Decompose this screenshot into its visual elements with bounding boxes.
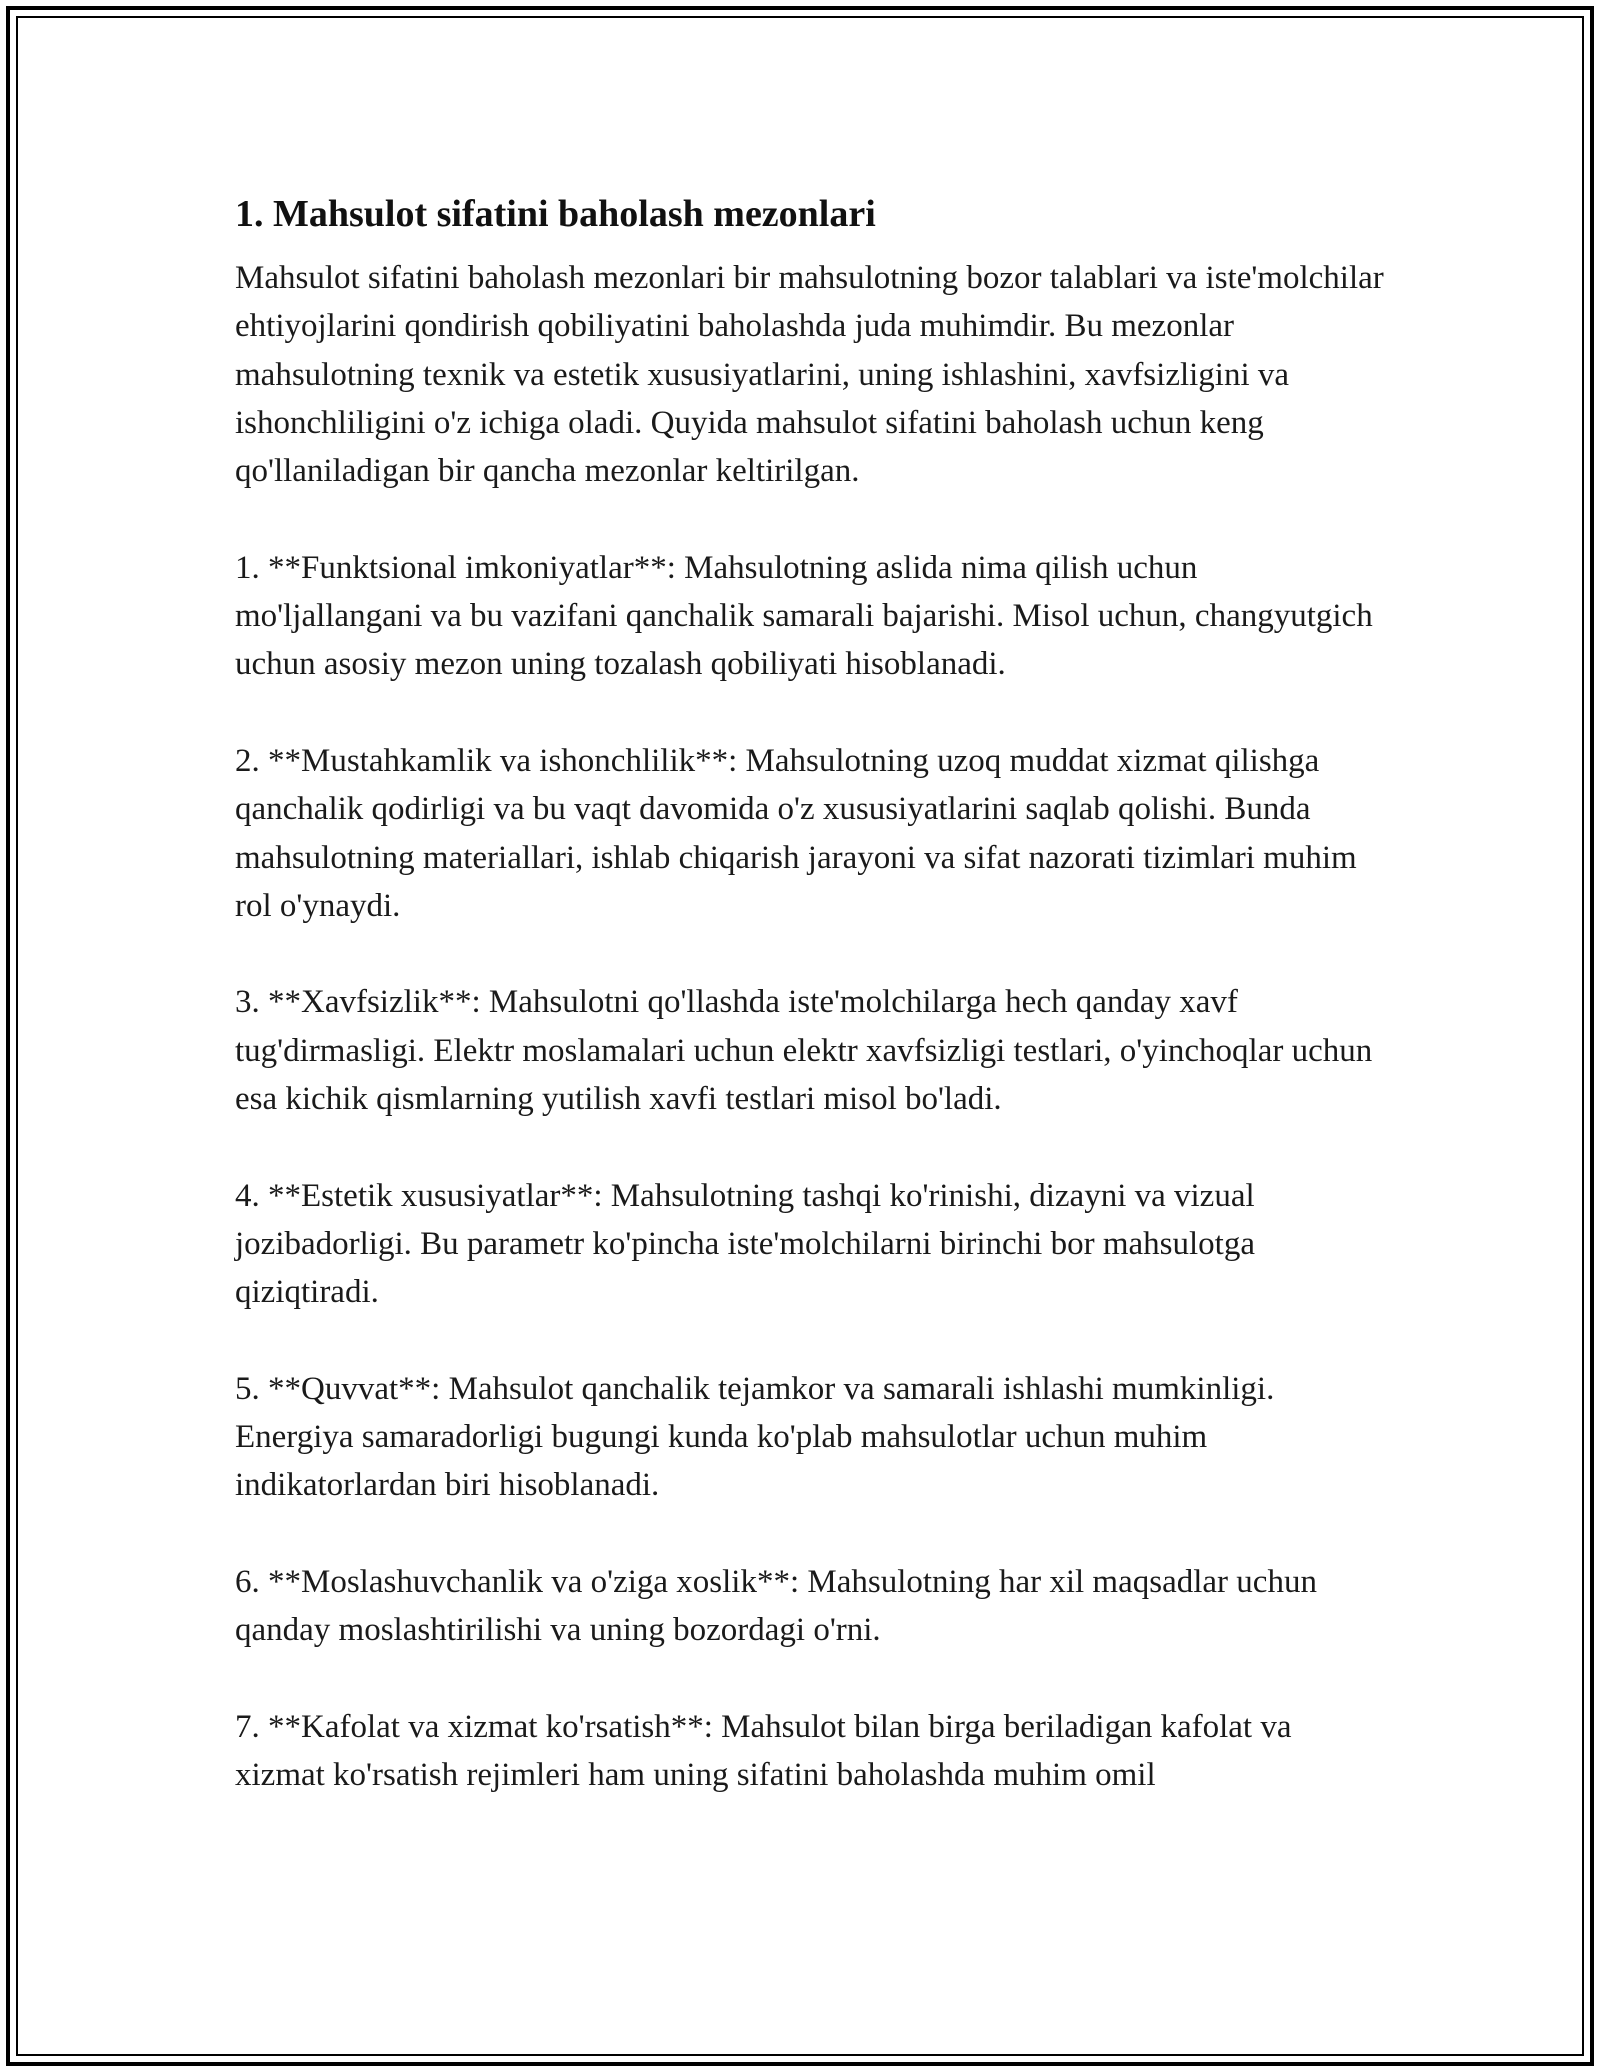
intro-paragraph: Mahsulot sifatini baholash mezonlari bir mahsulotning bozor talablari va iste'molchilar ehtiyojlarini qondirish qobiliyatini baholashda juda muhimdir. Bu mezonlar mahsulotning texnik va estetik xususiyatlarini, uning ishlashini, xavfsizligini va ishonchliligini o'z ichiga oladi. Quyida mahsulot sifatini baholash uchun keng qo'llaniladigan bir qancha mezonlar keltirilgan.: [235, 260, 1384, 490]
criterion-7-paragraph: 7. **Kafolat va xizmat ko'rsatish**: Mahsulot bilan birga beriladigan kafolat va xizmat ko'rsatish rejimleri ham uning sifatini baholashda muhim omil: [235, 1708, 1292, 1794]
document-body: [235, 186, 1385, 1800]
criterion-1-paragraph: 1. **Funktsional imkoniyatlar**: Mahsulotning aslida nima qilish uchun mo'ljallangani va bu vazifani qanchalik samarali bajarishi. Misol uchun, changyutgich uchun asosiy mezon uning tozalash qobiliyati hisoblanadi.: [235, 549, 1373, 683]
criterion-5-paragraph: 5. **Quvvat**: Mahsulot qanchalik tejamkor va samarali ishlashi mumkinligi. Energiya samaradorligi bugungi kunda ko'plab mahsulotlar uchun muhim indikatorlardan biri hisoblanadi.: [235, 1370, 1275, 1504]
criterion-2-paragraph: 2. **Mustahkamlik va ishonchlilik**: Mahsulotning uzoq muddat xizmat qilishga qanchalik qodirligi va bu vaqt davomida o'z xususiyatlarini saqlab qolishi. Bunda mahsulotning materiallari, ishlab chiqarish jarayoni va sifat nazorati tizimlari muhim rol o'ynaydi.: [235, 742, 1357, 924]
criterion-4-paragraph: 4. **Estetik xususiyatlar**: Mahsulotning tashqi ko'rinishi, dizayni va vizual jozibadorligi. Bu parametr ko'pincha iste'molchilarni birinchi bor mahsulotga qiziqtiradi.: [235, 1177, 1255, 1311]
criterion-3-paragraph: 3. **Xavfsizlik**: Mahsulotni qo'llashda iste'molchilarga hech qanday xavf tug'dirmasligi. Elektr moslamalari uchun elektr xavfsizligi testlari, o'yinchoqlar uchun esa kichik qismlarning yutilish xavfi testlari misol bo'ladi.: [235, 984, 1373, 1118]
criterion-6-paragraph: 6. **Moslashuvchanlik va o'ziga xoslik**: Mahsulotning har xil maqsadlar uchun qanday moslashtirilishi va uning bozordagi o'rni.: [235, 1564, 1317, 1649]
section-heading: 1. Mahsulot sifatini baholash mezonlari: [235, 193, 876, 235]
